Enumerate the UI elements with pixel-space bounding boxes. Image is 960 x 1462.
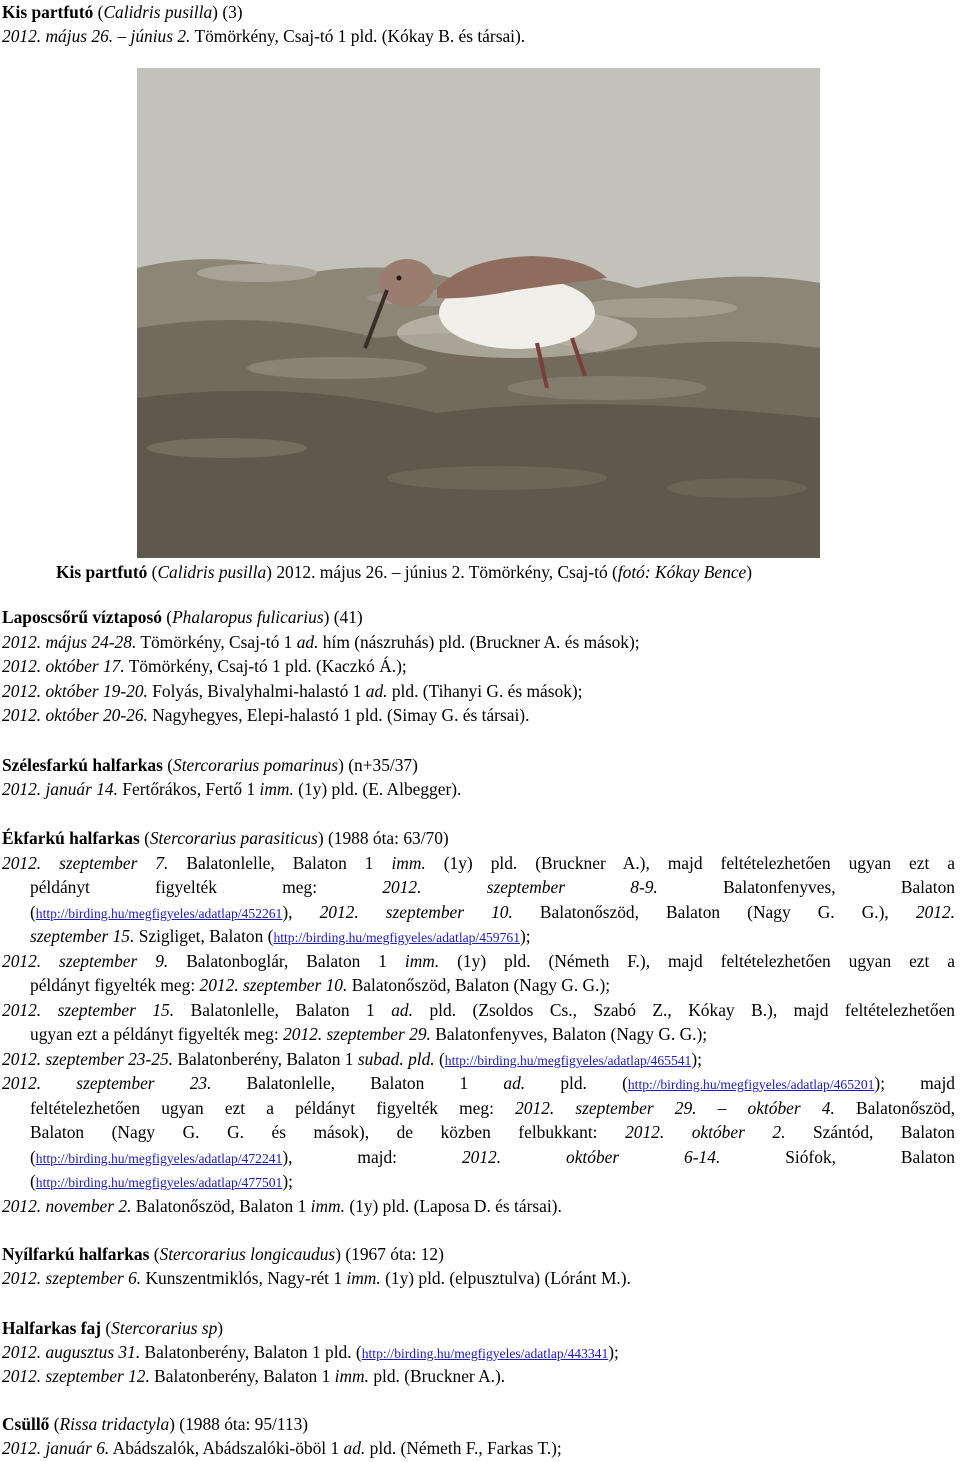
record-line: 2012. szeptember 6. Kunszentmiklós, Nagy-rét 1 imm. (1y) pld. (elpusztulva) (Lóránt M.). <box>2 1268 631 1288</box>
record-line: 2012. január 6. Abádszalók, Abádszalóki-öböl 1 ad. pld. (Németh F., Farkas T.); <box>2 1438 562 1458</box>
record-line: (http://birding.hu/megfigyeles/adatlap/452261), 2012. szeptember 10. Balatonőszöd, Balaton (Nagy G. G.), 2012. <box>30 902 955 922</box>
record-line: 2012. szeptember 23. Balatonlelle, Balaton 1 ad. pld. (http://birding.hu/megfigyeles/adatlap/465201); majd <box>2 1073 955 1093</box>
record-line: ugyan ezt a példányt figyelték meg: 2012. szeptember 29. Balatonfenyves, Balaton (Nagy G. G.); <box>30 1024 708 1044</box>
species-heading-nyilfarku-halfarkas: Nyílfarkú halfarkas (Stercorarius longicaudus) (1967 óta: 12) <box>2 1244 444 1264</box>
record-line: 2012. szeptember 9. Balatonboglár, Balaton 1 imm. (1y) pld. (Németh F.), majd feltételezhetően ugyan ezt a <box>2 951 955 971</box>
photo-caption: Kis partfutó (Calidris pusilla) 2012. május 26. – június 2. Tömörkény, Csaj-tó (fotó: Kókay Bence) <box>56 562 753 582</box>
species-heading-halfarkas-faj: Halfarkas faj (Stercorarius sp) <box>2 1318 224 1338</box>
record-line: 2012. szeptember 7. Balatonlelle, Balaton 1 imm. (1y) pld. (Bruckner A.), majd feltételezhetően ugyan ezt a <box>2 853 956 873</box>
record-line: szeptember 15. Szigliget, Balaton (http://birding.hu/megfigyeles/adatlap/459761); <box>30 926 531 946</box>
record-line: feltételezhetően ugyan ezt a példányt figyelték meg: 2012. szeptember 29. – október 4. Balatonőszöd, <box>30 1098 955 1118</box>
birding-link[interactable]: http://birding.hu/megfigyeles/adatlap/472241 <box>35 1151 283 1166</box>
record-line: (http://birding.hu/megfigyeles/adatlap/477501); <box>30 1171 293 1191</box>
record-line: 2012. október 17. Tömörkény, Csaj-tó 1 pld. (Kaczkó Á.); <box>2 656 407 676</box>
sandpiper-photo-illustration <box>137 68 820 558</box>
record-line: Balaton (Nagy G. G. és mások), de közben felbukkant: 2012. október 2. Szántód, Balaton <box>30 1122 955 1142</box>
record-line: 2012. szeptember 15. Balatonlelle, Balaton 1 ad. pld. (Zsoldos Cs., Szabó Z., Kókay B.), majd feltételezhetően <box>2 1000 955 1020</box>
bird-photo <box>137 68 820 558</box>
birding-link[interactable]: http://birding.hu/megfigyeles/adatlap/452261 <box>35 906 283 921</box>
birding-link[interactable]: http://birding.hu/megfigyeles/adatlap/477501 <box>35 1175 283 1190</box>
species-heading-kis-partfuto: Kis partfutó (Calidris pusilla) (3) <box>2 2 243 22</box>
birding-link[interactable]: http://birding.hu/megfigyeles/adatlap/465201 <box>627 1077 875 1092</box>
record-line: 2012. május 24-28. Tömörkény, Csaj-tó 1 ad. hím (nászruhás) pld. (Bruckner A. és mások); <box>2 632 640 652</box>
birding-link[interactable]: http://birding.hu/megfigyeles/adatlap/465541 <box>444 1053 692 1068</box>
record-line: 2012. szeptember 12. Balatonberény, Balaton 1 imm. pld. (Bruckner A.). <box>2 1366 506 1386</box>
species-heading-laposcsoru-viztaposo: Laposcsőrű víztaposó (Phalaropus fulicarius) (41) <box>2 607 363 627</box>
record-line: 2012. szeptember 23-25. Balatonberény, Balaton 1 subad. pld. (http://birding.hu/megfigyeles/adatlap/465541); <box>2 1049 702 1069</box>
record-line: (http://birding.hu/megfigyeles/adatlap/472241), majd: 2012. október 6-14. Siófok, Balaton <box>30 1147 955 1167</box>
record-line: 2012. augusztus 31. Balatonberény, Balaton 1 pld. (http://birding.hu/megfigyeles/adatlap/443341); <box>2 1342 619 1362</box>
record-line: példányt figyelték meg: 2012. szeptember 10. Balatonőszöd, Balaton (Nagy G. G.); <box>30 975 611 995</box>
birding-link[interactable]: http://birding.hu/megfigyeles/adatlap/459761 <box>273 930 520 945</box>
record-line: 2012. május 26. – június 2. Tömörkény, Csaj-tó 1 pld. (Kókay B. és társai). <box>2 26 526 46</box>
record-line: 2012. november 2. Balatonőszöd, Balaton 1 imm. (1y) pld. (Laposa D. és társai). <box>2 1196 562 1216</box>
species-heading-csullo: Csüllő (Rissa tridactyla) (1988 óta: 95/113) <box>2 1414 309 1434</box>
record-line: 2012. október 19-20. Folyás, Bivalyhalmi-halastó 1 ad. pld. (Tihanyi G. és mások); <box>2 681 583 701</box>
record-line: példányt figyelték meg: 2012. szeptember 8-9. Balatonfenyves, Balaton <box>30 877 955 897</box>
record-line: 2012. január 14. Fertőrákos, Fertő 1 imm. (1y) pld. (E. Albegger). <box>2 779 462 799</box>
birding-link[interactable]: http://birding.hu/megfigyeles/adatlap/443341 <box>361 1346 609 1361</box>
species-heading-szelesfarku-halfarkas: Szélesfarkú halfarkas (Stercorarius pomarinus) (n+35/37) <box>2 755 418 775</box>
record-line: 2012. október 20-26. Nagyhegyes, Elepi-halastó 1 pld. (Simay G. és társai). <box>2 705 530 725</box>
species-heading-ekfarku-halfarkas: Ékfarkú halfarkas (Stercorarius parasiticus) (1988 óta: 63/70) <box>2 828 449 848</box>
